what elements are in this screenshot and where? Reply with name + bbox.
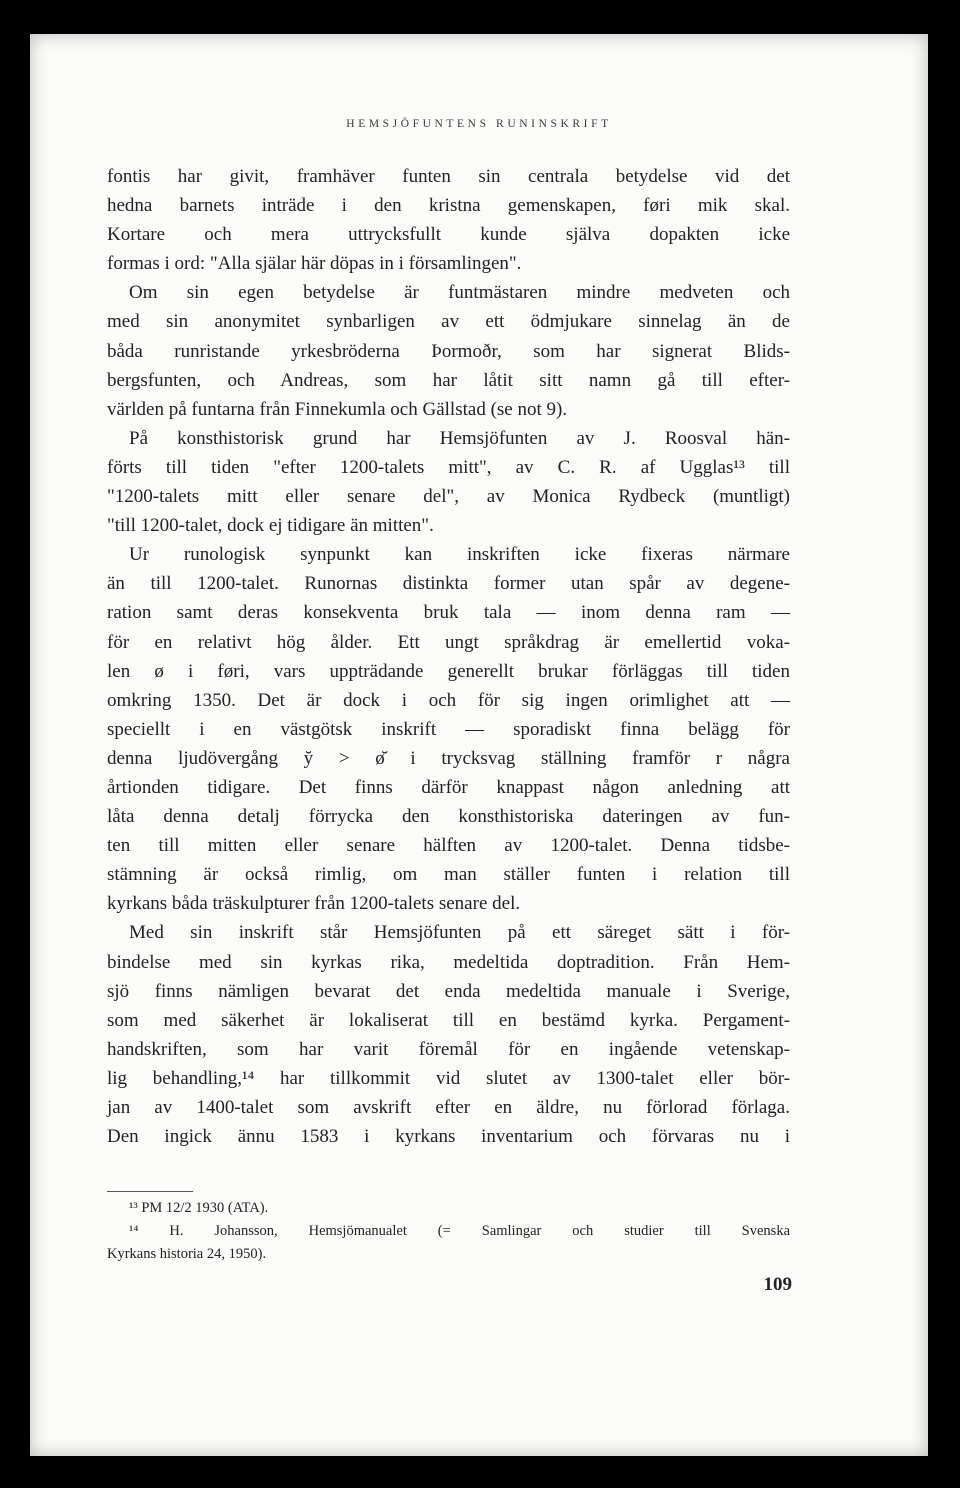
body-line: Kortare och mera uttrycksfullt kunde själva dopakten icke (107, 224, 790, 246)
body-line: fontis har givit, framhäver funten sin centrala betydelse vid det (107, 166, 790, 187)
body-line: Om sin egen betydelse är funtmästaren mindre medveten och (129, 282, 790, 304)
body-line: låta denna detalj förrycka den konsthistoriska dateringen av fun- (107, 806, 790, 828)
body-line: kyrkans båda träskulpturer från 1200-talets senare del. (107, 893, 521, 915)
body-line: På konsthistorisk grund har Hemsjöfunten av J. Roosval hän- (129, 427, 790, 449)
running-header: HEMSJÖFUNTENS RUNINSKRIFT (346, 118, 612, 130)
body-line: "till 1200-talet, dock ej tidigare än mitten". (107, 515, 434, 537)
body-line: Med sin inskrift står Hemsjöfunten på ett säreget sätt i för- (129, 922, 790, 944)
body-line: ration samt deras konsekventa bruk tala — inom denna ram — (107, 602, 790, 624)
footnotes (107, 1197, 790, 1266)
body-line: bindelse med sin kyrkas rika, medeltida doptradition. Från Hem- (107, 951, 790, 973)
body-line: "1200-talets mitt eller senare del", av Monica Rydbeck (muntligt) (107, 486, 790, 508)
body-line: båda runristande yrkesbröderna Þormoðr, som har signerat Blids- (107, 340, 790, 362)
body-line: med sin anonymitet synbarligen av ett ödmjukare sinnelag än de (107, 311, 790, 333)
body-line: för en relativt hög ålder. Ett ungt språkdrag är emellertid voka- (107, 631, 790, 653)
body-line: världen på funtarna från Finnekumla och Gällstad (se not 9). (107, 398, 568, 420)
footnote: ¹³ PM 12/2 1930 (ATA). (129, 1200, 269, 1216)
body-line: Ur runologisk synpunkt kan inskriften icke fixeras närmare (129, 544, 790, 566)
body-text (107, 162, 790, 1151)
body-line: hedna barnets inträde i den kristna gemenskapen, føri mik skal. (107, 195, 790, 217)
body-line: årtionden tidigare. Det finns därför knappast någon anledning att (107, 776, 790, 798)
body-line: ten till mitten eller senare hälften av 1200-talet. Denna tidsbe- (107, 835, 790, 857)
footnote-divider (107, 1191, 193, 1192)
body-line: omkring 1350. Det är dock i och för sig ingen orimlighet att — (107, 689, 790, 711)
page-number: 109 (763, 1274, 792, 1295)
body-line: lig behandling,¹⁴ har tillkommit vid slutet av 1300-talet eller bör- (107, 1067, 790, 1089)
body-line: sjö finns nämligen bevarat det enda medeltida manuale i Sverige, (107, 980, 790, 1002)
body-line: len ø i føri, vars uppträdande generellt brukar förläggas till tiden (107, 660, 790, 682)
body-line: stämning är också rimlig, om man ställer funten i relation till (107, 864, 790, 886)
body-line: bergsfunten, och Andreas, som har låtit sitt namn gå till efter- (107, 369, 790, 391)
body-line: formas i ord: "Alla själar här döpas in i församlingen". (107, 253, 522, 275)
body-line: jan av 1400-talet som avskrift efter en äldre, nu förlorad förlaga. (107, 1097, 790, 1118)
footnote: ¹⁴ H. Johansson, Hemsjömanualet (= Samlingar och studier till Svenska (129, 1223, 790, 1239)
body-line: handskriften, som har varit föremål för en ingående vetenskap- (107, 1038, 790, 1060)
body-line: speciellt i en västgötsk inskrift — sporadiskt finna belägg för (107, 718, 790, 740)
body-line: förts till tiden "efter 1200-talets mitt", av C. R. af Ugglas¹³ till (107, 456, 790, 478)
body-line: än till 1200-talet. Runornas distinkta former utan spår av degene- (107, 573, 790, 595)
body-line: Den ingick ännu 1583 i kyrkans inventarium och förvaras nu i (107, 1126, 790, 1148)
body-line: som med säkerhet är lokaliserat till en bestämd kyrka. Pergament- (107, 1009, 790, 1031)
document-page (30, 34, 928, 1456)
footnote-continuation: Kyrkans historia 24, 1950). (107, 1246, 267, 1262)
body-line: denna ljudövergång y̆ > ø̆ i trycksvag ställning framför r några (107, 747, 790, 769)
